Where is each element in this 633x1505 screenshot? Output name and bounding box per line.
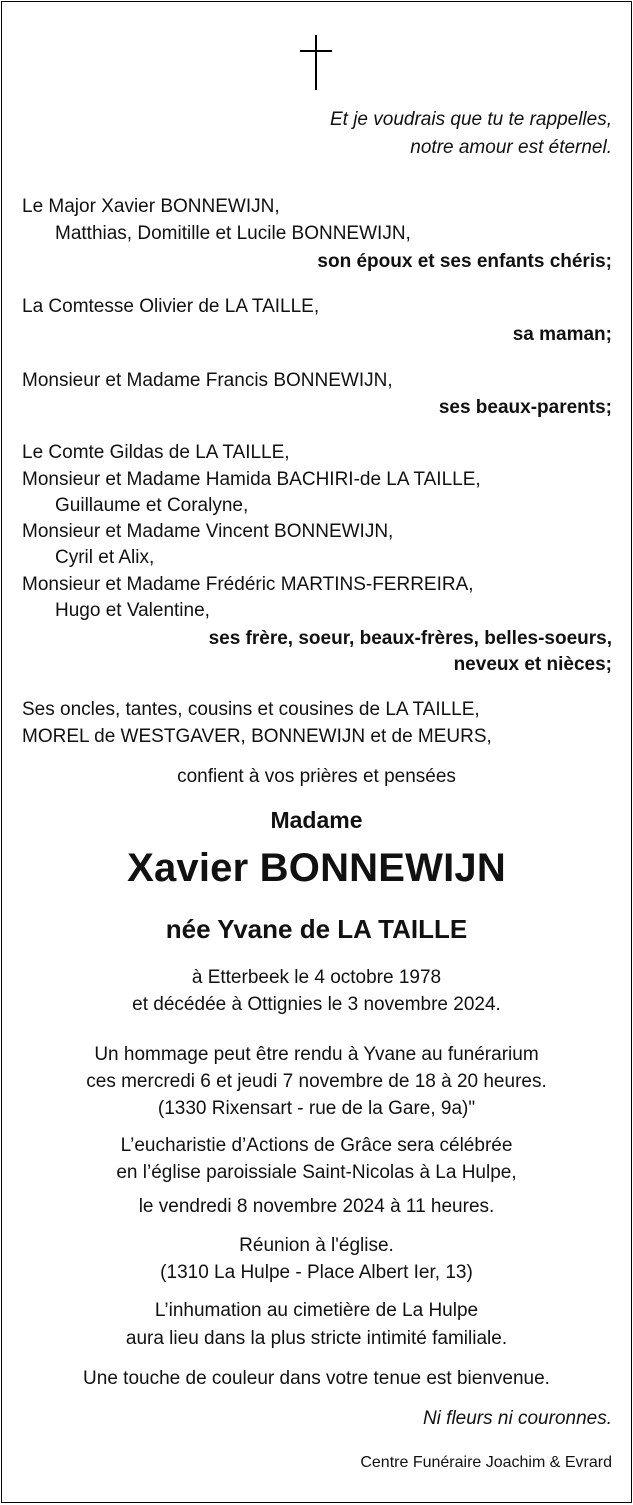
sibling-line-4: Monsieur et Madame Frédéric MARTINS-FERREIRA, — [22, 574, 474, 595]
mass-line-3: le vendredi 8 novembre 2024 à 11 heures. — [138, 1196, 495, 1217]
burial-line-2: aura lieu dans la plus stricte intimité familiale. — [125, 1328, 508, 1349]
mother-role: sa maman; — [512, 324, 612, 345]
hommage-line-2: ces mercredi 6 et jeudi 7 novembre de 18 à 20 heures. — [86, 1071, 547, 1092]
color-note: Une touche de couleur dans votre tenue est bienvenue. — [83, 1368, 550, 1389]
siblings-role-1: ses frère, soeur, beaux-frères, belles-soeurs, — [208, 628, 612, 649]
mass-line-2: en l’église paroissiale Saint-Nicolas à La Hulpe, — [116, 1162, 517, 1183]
hommage-line-1: Un hommage peut être rendu à Yvane au funérarium — [94, 1044, 539, 1065]
reunion-line-2: (1310 La Hulpe - Place Albert Ier, 13) — [160, 1262, 473, 1283]
parents-in-law-role: ses beaux-parents; — [438, 397, 612, 418]
obituary-notice — [1, 1, 632, 1503]
quote-line-1: Et je voudrais que tu te rappelles, — [329, 109, 612, 130]
sibling-line-1: Le Comte Gildas de LA TAILLE, — [22, 442, 290, 463]
mass-line-1: L’eucharistie d’Actions de Grâce sera célébrée — [120, 1135, 513, 1156]
no-flowers-note: Ni fleurs ni couronnes. — [422, 1408, 612, 1429]
husband-line: Le Major Xavier BONNEWIJN, — [22, 196, 280, 217]
deceased-title: Madame — [270, 807, 363, 833]
mother-line: La Comtesse Olivier de LA TAILLE, — [22, 296, 320, 317]
deceased-name: Xavier BONNEWIJN — [127, 846, 506, 890]
quote-line-2: notre amour est éternel. — [410, 137, 612, 158]
parents-in-law-line: Monsieur et Madame Francis BONNEWIJN, — [22, 370, 393, 391]
reunion-line-1: Réunion à l'église. — [239, 1235, 394, 1256]
sibling-children-3: Cyril et Alix, — [55, 547, 155, 568]
siblings-role-2: neveux et nièces; — [453, 654, 612, 675]
children-line: Matthias, Domitille et Lucile BONNEWIJN, — [55, 223, 411, 244]
deceased-born-name: née Yvane de LA TAILLE — [165, 914, 468, 944]
cross-icon — [300, 35, 332, 90]
sibling-children-2: Guillaume et Coralyne, — [55, 495, 249, 516]
hommage-line-3: (1330 Rixensart - rue de la Gare, 9a)" — [157, 1098, 476, 1119]
funeral-home: Centre Funéraire Joachim & Evrard — [360, 1454, 612, 1471]
death-line: et décédée à Ottignies le 3 novembre 2024. — [132, 994, 501, 1015]
extended-family-1: Ses oncles, tantes, cousins et cousines de LA TAILLE, — [22, 699, 480, 720]
sibling-line-2: Monsieur et Madame Hamida BACHIRI-de LA TAILLE, — [22, 469, 481, 490]
intro-line: confient à vos prières et pensées — [177, 766, 456, 787]
children-role: son époux et ses enfants chéris; — [317, 251, 612, 272]
birth-line: à Etterbeek le 4 octobre 1978 — [191, 967, 442, 988]
extended-family-2: MOREL de WESTGAVER, BONNEWIJN et de MEURS, — [22, 726, 492, 747]
sibling-children-4: Hugo et Valentine, — [55, 600, 210, 621]
sibling-line-3: Monsieur et Madame Vincent BONNEWIJN, — [22, 521, 394, 542]
burial-line-1: L’inhumation au cimetière de La Hulpe — [154, 1300, 479, 1321]
